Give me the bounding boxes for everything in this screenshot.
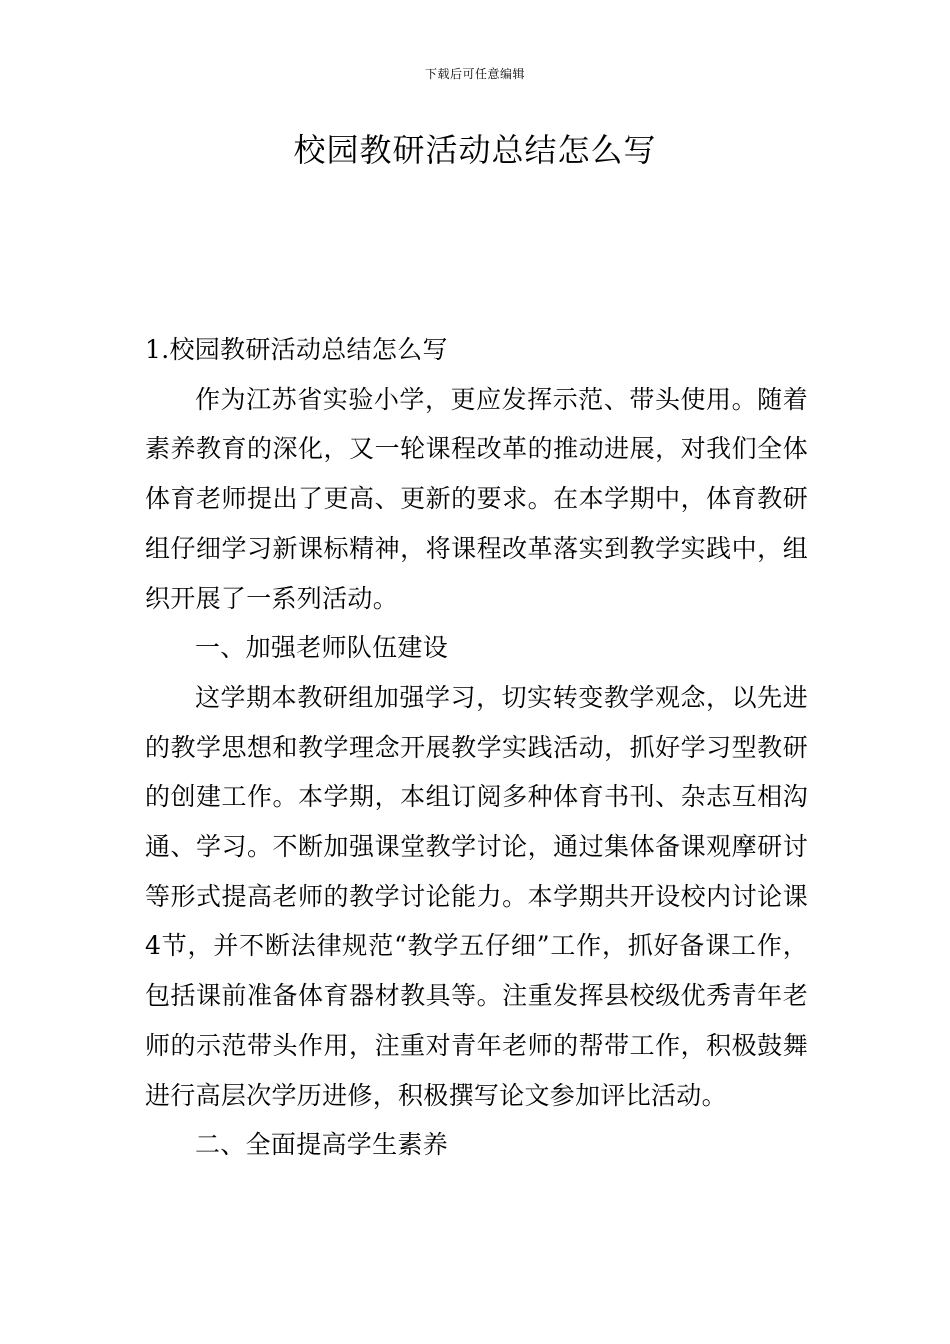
document-title: 校园教研活动总结怎么写 xyxy=(293,131,657,169)
subheading-teacher-team: 一、加强老师队伍建设 xyxy=(195,633,449,663)
section-heading: 1.校园教研活动总结怎么写 xyxy=(145,335,448,364)
paragraph-intro: 作为江苏省实验小学，更应发挥示范、带头使用。随着素养教育的深化，又一轮课程改革的推动进展，对我们全体体育老师提出了更高、更新的要求。在本学期中，体育教研组仔细学习新课标精神，将课程改革落实到教学实践中，组织开展了一系列活动。 xyxy=(145,384,808,613)
document-body xyxy=(145,325,808,1170)
subheading-student-quality: 二、全面提高学生素养 xyxy=(195,1130,449,1160)
header-note: 下载后可任意编辑 xyxy=(424,67,525,81)
paragraph-teacher-team: 这学期本教研组加强学习，切实转变教学观念，以先进的教学思想和教学理念开展教学实践活动，抓好学习型教研的创建工作。本学期，本组订阅多种体育书刊、杂志互相沟通、学习。不断加强课堂教学讨论，通过集体备课观摩研讨等形式提高老师的教学讨论能力。本学期共开设校内讨论课4节，并不断法律规范“教学五仔细”工作，抓好备课工作，包括课前准备体育器材教具等。注重发挥县校级优秀青年老师的示范带头作用，注重对青年老师的帮带工作，积极鼓舞进行高层次学历进修，积极撰写论文参加评比活动。 xyxy=(145,682,808,1110)
